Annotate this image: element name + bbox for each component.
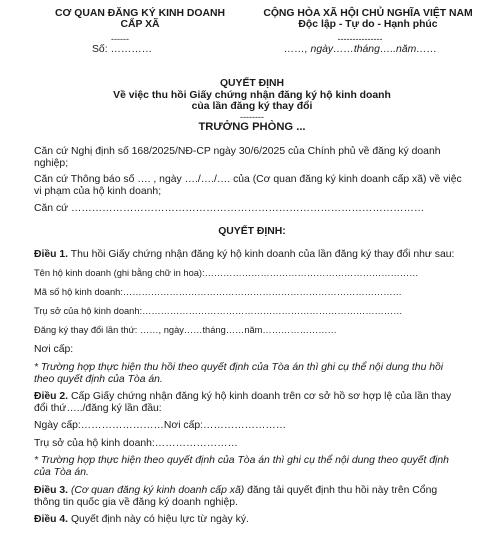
decision-title: QUYẾT ĐỊNH: [219, 78, 285, 89]
article-2: [34, 391, 451, 402]
article-4-label: Điều 4.: [34, 514, 69, 525]
national-header: [252, 8, 484, 30]
decision-subject-line1: Về việc thu hồi Giấy chứng nhận đăng ký hộ kinh doanh: [113, 90, 391, 101]
article-1-text: Thu hồi Giấy chứng nhận đăng ký hộ kinh doanh của lần đăng ký thay đổi như sau:: [68, 249, 455, 260]
issuing-place-field: Nơi cấp:: [34, 344, 74, 355]
basis-notice: Căn cứ Thông báo số …. , ngày …./…./…. của (Cơ quan đăng ký kinh doanh cấp xã) về việc: [34, 174, 462, 185]
article-2-note: * Trường hợp thực hiện theo quyết định của Tòa án thì ghi cụ thể nội dung theo quyết định: [34, 455, 449, 466]
basis-decree-cont: nghiệp;: [34, 158, 69, 169]
basis-notice-cont: vi phạm của hộ kinh doanh;: [34, 186, 162, 197]
article-2-text: Cấp Giấy chứng nhận đăng ký hộ kinh doanh trên cơ sở hồ sơ hợp lệ của lần thay: [68, 391, 452, 402]
article-3-label: Điều 3.: [34, 485, 69, 496]
country-name: CỘNG HÒA XÃ HỘI CHỦ NGHĨA VIỆT NAM: [263, 8, 473, 19]
basis-other: Căn cứ …………………………………………………………………………………………: [34, 203, 425, 214]
article-3-agency: (Cơ quan đăng ký kinh doanh cấp xã): [68, 485, 245, 496]
article-3-text: đăng tải quyết định thu hồi này trên Cổng: [244, 485, 438, 496]
signing-authority: TRƯỞNG PHÒNG ...: [198, 121, 306, 133]
article-1-note: * Trường hợp thực hiện thu hồi theo quyết định của Tòa án thì ghi cụ thể nội dung thu hồi: [34, 362, 444, 373]
article-2-text-cont: đổi thứ…../đăng ký lần đầu:: [34, 403, 162, 414]
article-1: [34, 249, 454, 260]
title-divider: --------: [240, 112, 264, 122]
article-2-note-cont: của Tòa án.: [34, 467, 89, 478]
business-office-field: Trụ sở của hộ kinh doanh:…………………………………………………………………………: [34, 306, 403, 316]
business-code-field: Mã số hộ kinh doanh:………………………………………………………………………………: [34, 287, 402, 297]
agency-name: CƠ QUAN ĐĂNG KÝ KINH DOANH: [55, 8, 225, 19]
agency-level: CẤP XÃ: [120, 19, 160, 30]
agency-divider: ------: [111, 34, 129, 44]
article-2-label: Điều 2.: [34, 391, 69, 402]
article-3-text-cont: thông tin quốc gia về đăng ký doanh nghiệp.: [34, 497, 238, 508]
article-4: [34, 514, 249, 525]
national-motto: Độc lập - Tự do - Hạnh phúc: [298, 19, 438, 30]
motto-divider: ---------------: [337, 34, 383, 44]
change-registration-field: Đăng ký thay đổi lần thứ: ……, ngày……tháng……năm……………………: [34, 325, 337, 335]
issuing-agency: [36, 8, 244, 30]
article-4-text: Quyết định này có hiệu lực từ ngày ký.: [68, 514, 249, 525]
article-1-note-cont: theo quyết định của Tòa án.: [34, 374, 163, 385]
decision-heading: QUYẾT ĐỊNH:: [218, 226, 286, 237]
document-number: Số: …………: [92, 44, 153, 55]
basis-decree: Căn cứ Nghị định số 168/2025/NĐ-CP ngày 30/6/2025 của Chính phủ về đăng ký doanh: [34, 146, 441, 157]
decision-subject-line2: của lần đăng ký thay đổi: [191, 101, 313, 112]
business-name-field: Tên hộ kinh doanh (ghi bằng chữ in hoa):……………………………………………………………: [34, 268, 419, 278]
article-2-office-field: Trụ sở của hộ kinh doanh:……………………: [34, 438, 238, 449]
place-date: ……, ngày……tháng…..năm……: [284, 44, 438, 55]
issue-date-field: Ngày cấp:……………………Nơi cấp:……………………: [34, 420, 287, 431]
article-3: [34, 485, 437, 496]
article-1-label: Điều 1.: [34, 249, 69, 260]
